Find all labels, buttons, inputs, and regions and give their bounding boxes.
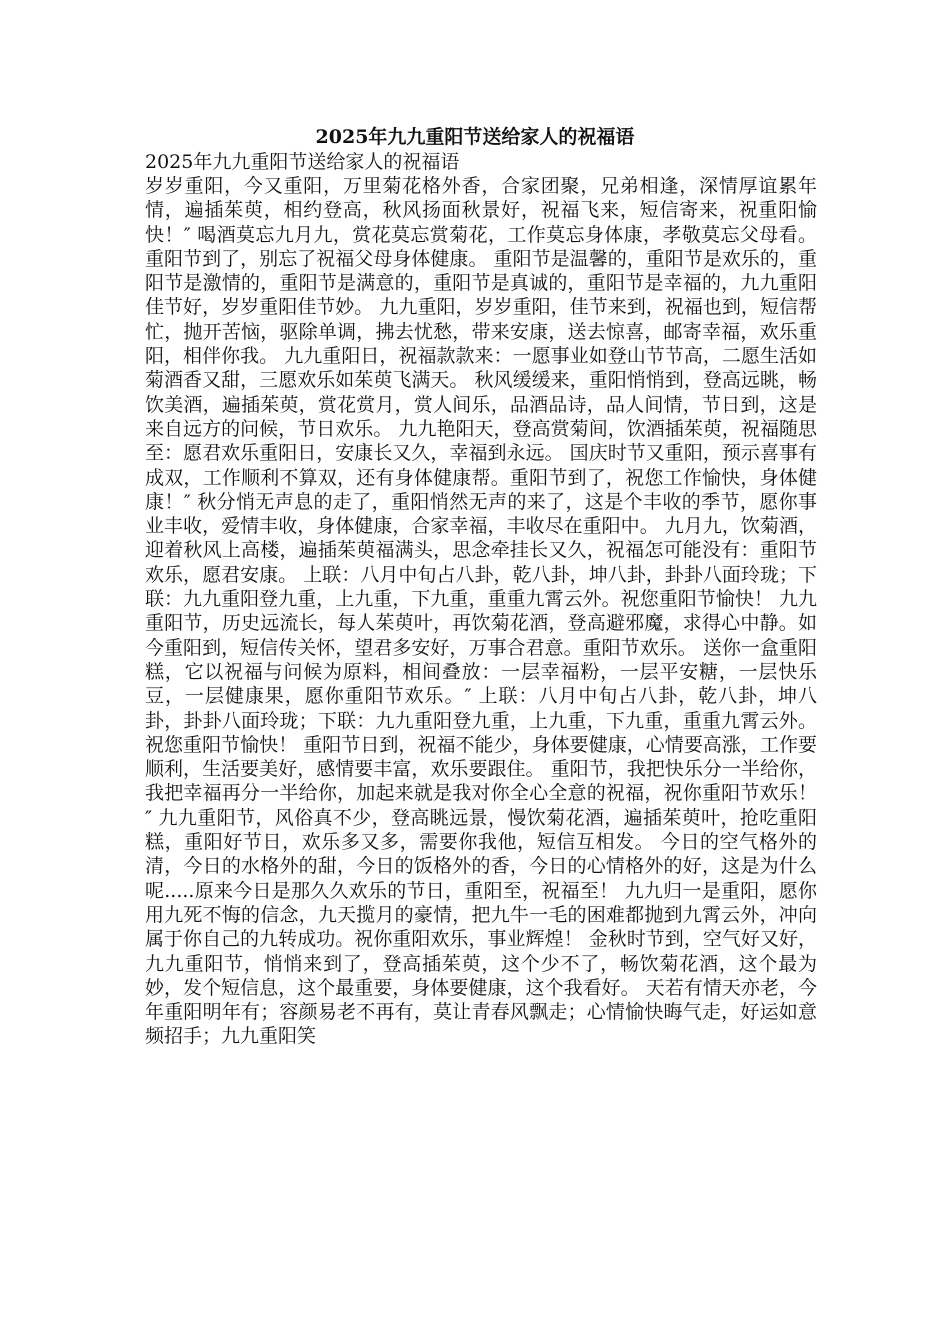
document-subtitle: 2025年九九重阳节送给家人的祝福语: [145, 151, 460, 173]
document-title: 2025年九九重阳节送给家人的祝福语: [315, 126, 635, 148]
document-body-text: 岁岁重阳，今又重阳，万里菊花格外香，合家团聚，兄弟相逢，深情厚谊累年情，遍插茱萸，相约登高，秋风扬面秋景好，祝福飞来，短信寄来，祝重阳愉快！″ 喝酒莫忘九月九，赏花莫忘赏菊花，工作莫忘身体康，孝敬莫忘父母看。重阳节到了，别忘了祝福父母身体健康。 重阳节是温馨的，重阳节是欢乐的，重阳节是激情的，重阳节是满意的，重阳节是真诚的，重阳节是幸福的，九九重阳佳节好，岁岁重阳佳节妙。 九九重阳，岁岁重阳，佳节来到，祝福也到，短信帮忙，抛开苦恼，驱除单调，拂去忧愁，带来安康，送去惊喜，邮寄幸福，欢乐重阳，相伴你我。 九九重阳日，祝福款款来：一愿事业如登山节节高，二愿生活如菊酒香又甜，三愿欢乐如茱萸飞满天。 秋风缓缓来，重阳悄悄到，登高远眺，畅饮美酒，遍插茱萸，赏花赏月，赏人间乐，品酒品诗，品人间情，节日到，这是来自远方的问候，节日欢乐。 九九艳阳天，登高赏菊间，饮酒插茱萸，祝福随思至：愿君欢乐重阳日，安康长又久，幸福到永远。 国庆时节又重阳，预示喜事有成双，工作顺利不算双，还有身体健康帮。重阳节到了，祝您工作愉快，身体健康！″ 秋分悄无声息的走了，重阳悄然无声的来了，这是个丰收的季节，愿你事业丰收，爱情丰收，身体健康，合家幸福，丰收尽在重阳中。 九月九，饮菊酒，迎着秋风上高楼，遍插茱萸福满头，思念牵挂长又久，祝福怎可能没有：重阳节欢乐，愿君安康。 上联：八月中旬占八卦，乾八卦，坤八卦，卦卦八面玲珑；下联：九九重阳登九重，上九重，下九重，重重九霄云外。祝您重阳节愉快！ 九九重阳节，历史远流长，每人茱萸叶，再饮菊花酒，登高避邪魔，求得心中静。如今重阳到，短信传关怀，望君多安好，万事合君意。重阳节欢乐。 送你一盒重阳糕，它以祝福与问候为原料，相间叠放：一层幸福粉，一层平安糖，一层快乐豆，一层健康果，愿你重阳节欢乐。″ 上联：八月中旬占八卦，乾八卦，坤八卦，卦卦八面玲珑；下联：九九重阳登九重，上九重，下九重，重重九霄云外。祝您重阳节愉快！ 重阳节日到，祝福不能少，身体要健康，心情要高涨，工作要顺利，生活要美好，感情要丰富，欢乐要跟住。 重阳节，我把快乐分一半给你，我把幸福再分一半给你，加起来就是我对你全心全意的祝福，祝你重阳节欢乐！″ 九九重阳节，风俗真不少，登高眺远景，慢饮菊花酒，遍插茱萸叶，抢吃重阳糕，重阳好节日，欢乐多又多，需要你我他，短信互相发。 今日的空气格外的清，今日的水格外的甜，今日的饭格外的香，今日的心情格外的好，这是为什么呢.....原来今日是那久久欢乐的节日，重阳至，祝福至！ 九九归一是重阳，愿你用九死不悔的信念，九天揽月的豪情，把九牛一毛的困难都抛到九霄云外，冲向属于你自己的九转成功。祝你重阳欢乐，事业辉煌！ 金秋时节到，空气好又好，九九重阳节，悄悄来到了，登高插茱萸，这个少不了，畅饮菊花酒，这个最为妙，发个短信息，这个最重要，身体要健康，这个我看好。 天若有情天亦老，今年重阳明年有；容颜易老不再有，莫让青春风飘走；心情愉快晦气走，好运如意频招手；九九重阳笑: [145, 175, 817, 1048]
